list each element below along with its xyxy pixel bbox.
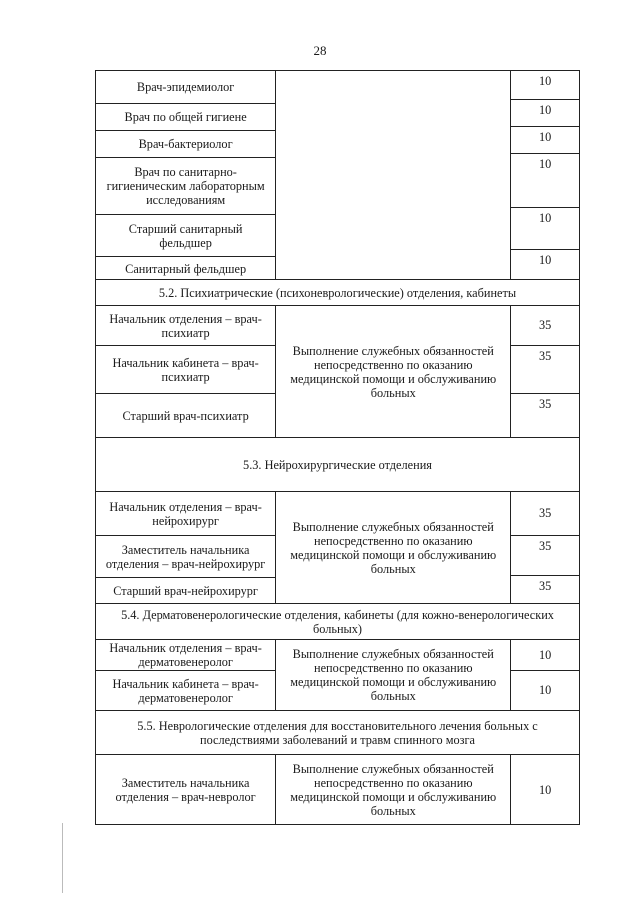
- section-title-5-5: 5.5. Неврологические отделения для восстановительного лечения больных с последствиями заболеваний и травм спинного мозга: [95, 710, 580, 754]
- section-title-5-3: 5.3. Нейрохирургические отделения: [95, 437, 580, 491]
- value-cell: 35: [511, 345, 579, 393]
- position-cell: Старший санитарный фельдшер: [96, 214, 275, 256]
- position-cell: Заместитель начальника отделения – врач-невролог: [115, 776, 256, 804]
- duties-description: Выполнение служебных обязанностей непосредственно по оказанию медицинской помощи и обслуживанию больных: [276, 640, 511, 710]
- position-cell: Врач по санитарно-гигиеническим лабораторным исследованиям: [96, 157, 275, 214]
- values-column: [511, 71, 579, 279]
- values-column: [511, 640, 579, 710]
- value-cell: 10: [511, 249, 579, 280]
- values-column: [511, 755, 579, 824]
- value-cell: 35: [511, 535, 579, 575]
- value-cell: 10: [538, 647, 552, 662]
- positions-column: [96, 640, 276, 710]
- position-cell: Врач по общей гигиене: [96, 103, 275, 130]
- value-cell: 35: [538, 318, 552, 332]
- value-cell: 10: [511, 153, 579, 207]
- value-cell: 10: [511, 126, 579, 153]
- description-cell-empty: [276, 71, 511, 279]
- position-cell: Начальник отделения – врач-нейрохирург: [109, 499, 262, 528]
- position-cell: Начальник отделения – врач-дерматовенеролог: [109, 641, 262, 669]
- positions-column: [96, 755, 276, 824]
- value-cell: 10: [511, 99, 579, 126]
- position-cell: Начальник кабинета – врач-психиатр: [96, 345, 275, 393]
- value-cell: 10: [511, 670, 579, 710]
- duties-description: Выполнение служебных обязанностей непосредственно по оказанию медицинской помощи и обслуживанию больных: [276, 492, 511, 603]
- position-cell: Старший врач-психиатр: [96, 393, 275, 437]
- position-cell: Санитарный фельдшер: [96, 256, 275, 280]
- allowance-table: [95, 70, 580, 825]
- table-group-5-5: [95, 754, 580, 825]
- values-column: [511, 306, 579, 437]
- section-title-5-4: 5.4. Дерматовенерологические отделения, кабинеты (для кожно-венерологических больных): [95, 603, 580, 639]
- values-column: [511, 492, 579, 603]
- page-number: 28: [313, 43, 327, 58]
- positions-column: [96, 71, 276, 279]
- value-cell: 10: [511, 207, 579, 249]
- position-cell: Врач-эпидемиолог: [136, 80, 235, 94]
- position-cell: Старший врач-нейрохирург: [96, 577, 275, 603]
- value-cell: 35: [511, 575, 579, 603]
- positions-column: [96, 306, 276, 437]
- value-cell: 35: [511, 393, 579, 437]
- duties-description: Выполнение служебных обязанностей непосредственно по оказанию медицинской помощи и обслуживанию больных: [276, 755, 511, 824]
- value-cell: 10: [538, 74, 552, 88]
- position-cell: Заместитель начальника отделения – врач-нейрохирург: [96, 535, 275, 577]
- table-group-epidemiology: [95, 70, 580, 279]
- value-cell: 35: [538, 506, 552, 520]
- table-group-5-3: [95, 491, 580, 603]
- position-cell: Врач-бактериолог: [96, 130, 275, 157]
- table-group-5-4: [95, 639, 580, 710]
- position-cell: Начальник отделения – врач-психиатр: [109, 311, 262, 340]
- positions-column: [96, 492, 276, 603]
- value-cell: 10: [538, 782, 552, 797]
- duties-description: Выполнение служебных обязанностей непосредственно по оказанию медицинской помощи и обслуживанию больных: [276, 306, 511, 437]
- position-cell: Начальник кабинета – врач-дерматовенеролог: [96, 670, 275, 710]
- scan-margin-mark: [62, 823, 63, 893]
- table-group-5-2: [95, 305, 580, 437]
- section-title-5-2: 5.2. Психиатрические (психоневрологические) отделения, кабинеты: [95, 279, 580, 305]
